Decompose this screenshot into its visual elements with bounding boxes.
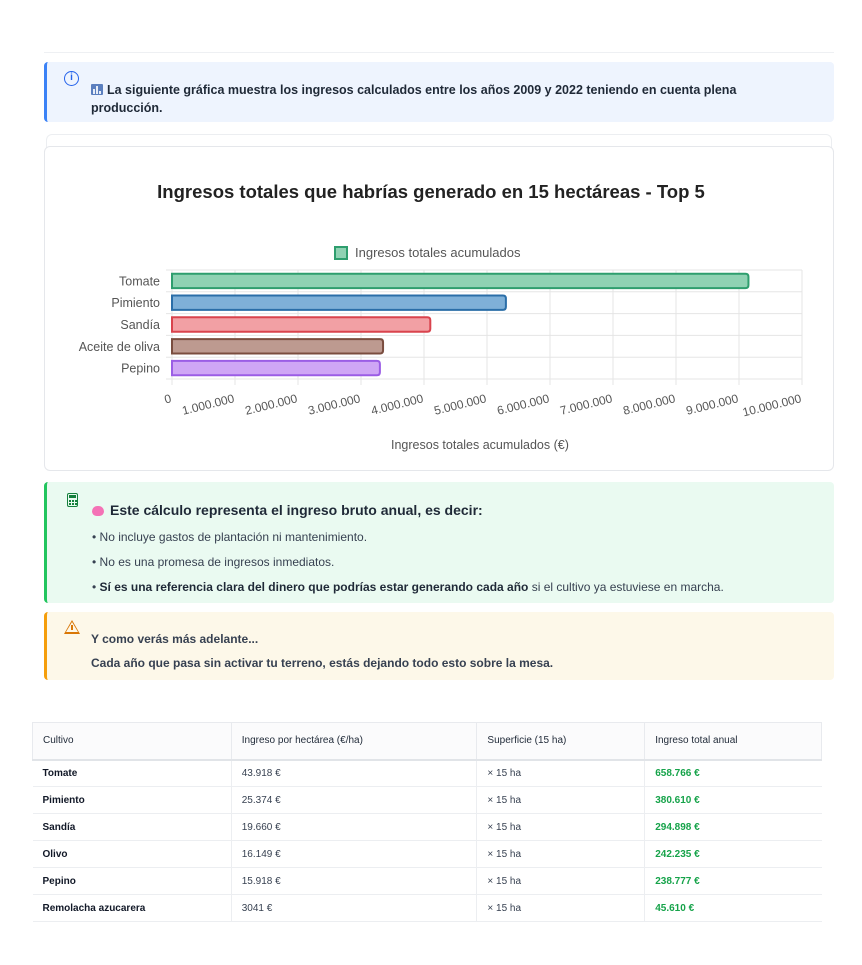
cell-total: 242.235 €	[645, 841, 822, 868]
y-tick-label: Pimiento	[111, 296, 160, 311]
x-tick-label: 5.000.000	[432, 391, 488, 418]
calculation-item-text: si el cultivo ya estuviese en marcha.	[528, 580, 724, 594]
bar	[172, 296, 506, 310]
warning-icon	[64, 620, 80, 634]
table-row	[33, 814, 822, 841]
income-table	[32, 722, 822, 922]
bullet: •	[92, 555, 97, 569]
warning-line: Y como verás más adelante...	[91, 632, 259, 646]
cell-total: 380.610 €	[645, 787, 822, 814]
y-tick-label: Pepino	[121, 361, 160, 376]
table-row	[33, 895, 822, 922]
calculator-icon	[67, 493, 78, 507]
info-icon: i	[64, 71, 79, 86]
bar	[172, 274, 748, 288]
column-header: Ingreso por hectárea (€/ha)	[231, 723, 477, 760]
legend-label: Ingresos totales acumulados	[355, 245, 521, 260]
y-tick-label: Tomate	[119, 274, 160, 289]
cell-crop: Remolacha azucarera	[33, 895, 232, 922]
x-tick-label: 9.000.000	[684, 391, 740, 418]
cell-total: 294.898 €	[645, 814, 822, 841]
table-row	[33, 760, 822, 787]
cell-income-per-ha: 16.149 €	[231, 841, 477, 868]
x-tick-label: 3.000.000	[306, 391, 362, 418]
x-tick-label: 0	[162, 391, 173, 407]
cell-crop: Pepino	[33, 868, 232, 895]
cell-total: 45.610 €	[645, 895, 822, 922]
brain-icon	[92, 506, 104, 516]
calculation-item	[92, 530, 367, 544]
cell-area: × 15 ha	[477, 895, 645, 922]
x-tick-label: 4.000.000	[369, 391, 425, 418]
cell-total: 658.766 €	[645, 760, 822, 787]
x-tick-label: 8.000.000	[621, 391, 677, 418]
column-header: Ingreso total anual	[645, 723, 822, 760]
calculation-item	[92, 555, 334, 569]
cell-crop: Tomate	[33, 760, 232, 787]
chart-title: Ingresos totales que habrías generado en 15 hectáreas - Top 5	[157, 181, 705, 202]
calculation-item-text: No incluye gastos de plantación ni mantenimiento.	[99, 530, 368, 544]
cell-income-per-ha: 19.660 €	[231, 814, 477, 841]
cell-area: × 15 ha	[477, 787, 645, 814]
bullet: •	[92, 530, 97, 544]
cell-area: × 15 ha	[477, 841, 645, 868]
calculation-heading	[92, 502, 483, 518]
x-tick-label: 2.000.000	[243, 391, 299, 418]
bar	[172, 361, 380, 375]
table-row	[33, 868, 822, 895]
cell-crop: Sandía	[33, 814, 232, 841]
column-header: Cultivo	[33, 723, 232, 760]
calculation-heading-text: Este cálculo representa el ingreso bruto anual, es decir:	[110, 502, 483, 518]
calculation-item	[92, 580, 724, 594]
cell-crop: Olivo	[33, 841, 232, 868]
warning-banner	[44, 612, 834, 680]
cell-area: × 15 ha	[477, 814, 645, 841]
table-row	[33, 841, 822, 868]
bullet: •	[92, 580, 97, 594]
cell-income-per-ha: 43.918 €	[231, 760, 477, 787]
warning-line: Cada año que pasa sin activar tu terreno, estás dejando todo esto sobre la mesa.	[91, 656, 554, 670]
cell-income-per-ha: 3041 €	[231, 895, 477, 922]
column-header: Superficie (15 ha)	[477, 723, 645, 760]
bar	[172, 339, 383, 353]
bar-chart	[0, 0, 862, 480]
x-tick-label: 7.000.000	[558, 391, 614, 418]
table-header-row	[33, 723, 822, 760]
y-tick-label: Aceite de oliva	[78, 339, 160, 354]
info-banner-label: La siguiente gráfica muestra los ingresos calculados entre los años 2009 y 2022 teniendo en cuenta plena producción.	[91, 83, 737, 115]
cell-area: × 15 ha	[477, 868, 645, 895]
cell-total: 238.777 €	[645, 868, 822, 895]
calculation-note	[44, 482, 834, 603]
x-axis-title: Ingresos totales acumulados (€)	[391, 438, 569, 452]
calculation-item-emphasis: Sí es una referencia clara del dinero que podrías estar generando cada año	[99, 580, 529, 594]
cell-income-per-ha: 15.918 €	[231, 868, 477, 895]
cell-area: × 15 ha	[477, 760, 645, 787]
cell-income-per-ha: 25.374 €	[231, 787, 477, 814]
x-tick-label: 6.000.000	[495, 391, 551, 418]
table-row	[33, 787, 822, 814]
calculation-item-text: No es una promesa de ingresos inmediatos.	[99, 555, 335, 569]
x-tick-label: 1.000.000	[180, 391, 236, 418]
cell-crop: Pimiento	[33, 787, 232, 814]
x-tick-label: 10.000.000	[741, 391, 803, 420]
y-tick-label: Sandía	[120, 318, 160, 332]
bar	[172, 317, 430, 331]
